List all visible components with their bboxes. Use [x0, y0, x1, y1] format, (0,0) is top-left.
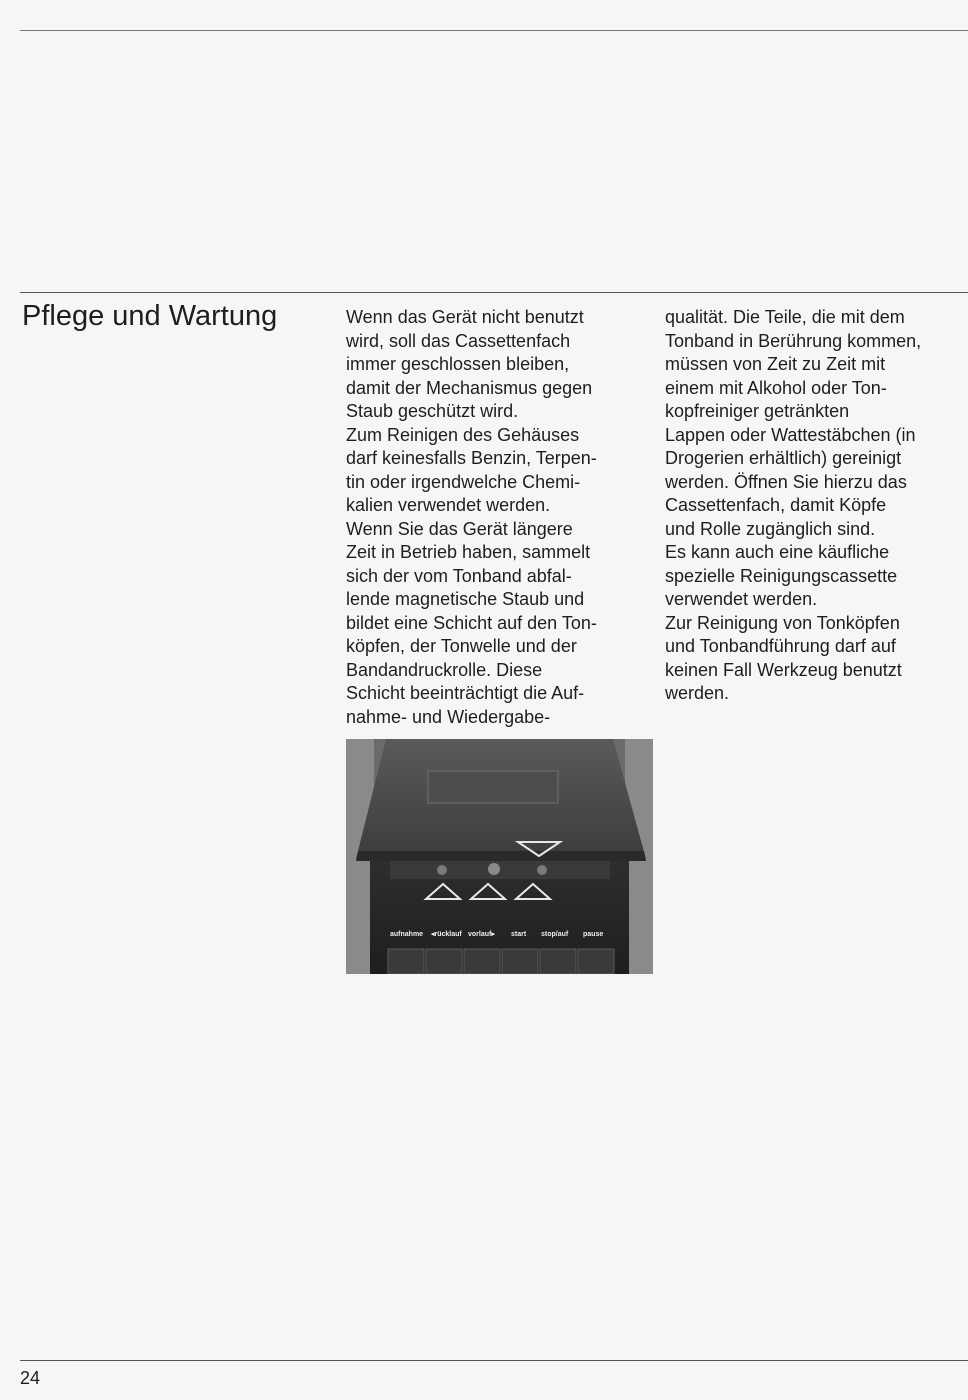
key-vorlauf — [464, 949, 500, 974]
footer-rule — [20, 1360, 968, 1361]
lid-edge — [356, 851, 646, 861]
cassette-deck-photo — [346, 739, 653, 974]
key-stop-auf — [540, 949, 576, 974]
page-number: 24 — [20, 1368, 41, 1388]
body-text-left: Wenn das Gerät nicht benutzt wird, soll das Cassettenfach immer geschlossen bleiben, damit der Mechanismus gegen Staub geschützt wird. Zum Reinigen des Gehäuses darf keinesfalls Benzin, Terpen- tin oder irgendwelche Chemi- kalien verwendet werden. Wenn Sie das Gerät längere Zeit in Betrieb haben, sammelt sich der vom Tonband abfal- lende magnetische Staub und bildet eine Schicht auf den Ton- köpfen, der Tonwelle und der Bandandruckrolle. Diese Schicht beeinträchtigt die Auf- nahme- und Wiedergabe- — [346, 307, 597, 727]
section-rule — [20, 292, 968, 293]
key-ruecklauf — [426, 949, 462, 974]
key-aufnahme — [388, 949, 424, 974]
tape-mechanism — [390, 861, 610, 879]
label-aufnahme: aufnahme — [390, 931, 424, 938]
label-stop-auf: stop/auf — [541, 931, 569, 938]
key-start — [502, 949, 538, 974]
key-pause — [578, 949, 614, 974]
text-column-right — [665, 306, 965, 706]
top-rule — [20, 30, 968, 31]
text-column-left — [346, 306, 646, 729]
capstan-left — [437, 865, 447, 875]
lid-window — [428, 771, 558, 803]
capstan-right — [537, 865, 547, 875]
tape-head — [488, 863, 500, 875]
label-ruecklauf: ◂rücklauf — [431, 931, 462, 938]
label-vorlauf: vorlauf▸ — [468, 931, 495, 938]
label-start: start — [511, 931, 527, 938]
section-title: Pflege und Wartung — [22, 300, 278, 332]
body-text-right: qualität. Die Teile, die mit dem Tonband in Berührung kommen, müssen von Zeit zu Zeit mit einem mit Alkohol oder Ton- kopfreiniger getränkten Lappen oder Wattestäbchen (in Drogerien erhältlich) gereinigt werden. Öffnen Sie hierzu das Cassettenfach, damit Köpfe und Rolle zugänglich sind. Es kann auch eine käufliche spezielle Reinigungscassette verwendet werden. Zur Reinigung von Tonköpfen und Tonbandführung darf auf keinen Fall Werkzeug benutzt werden. — [665, 307, 922, 703]
label-pause: pause — [583, 931, 604, 938]
